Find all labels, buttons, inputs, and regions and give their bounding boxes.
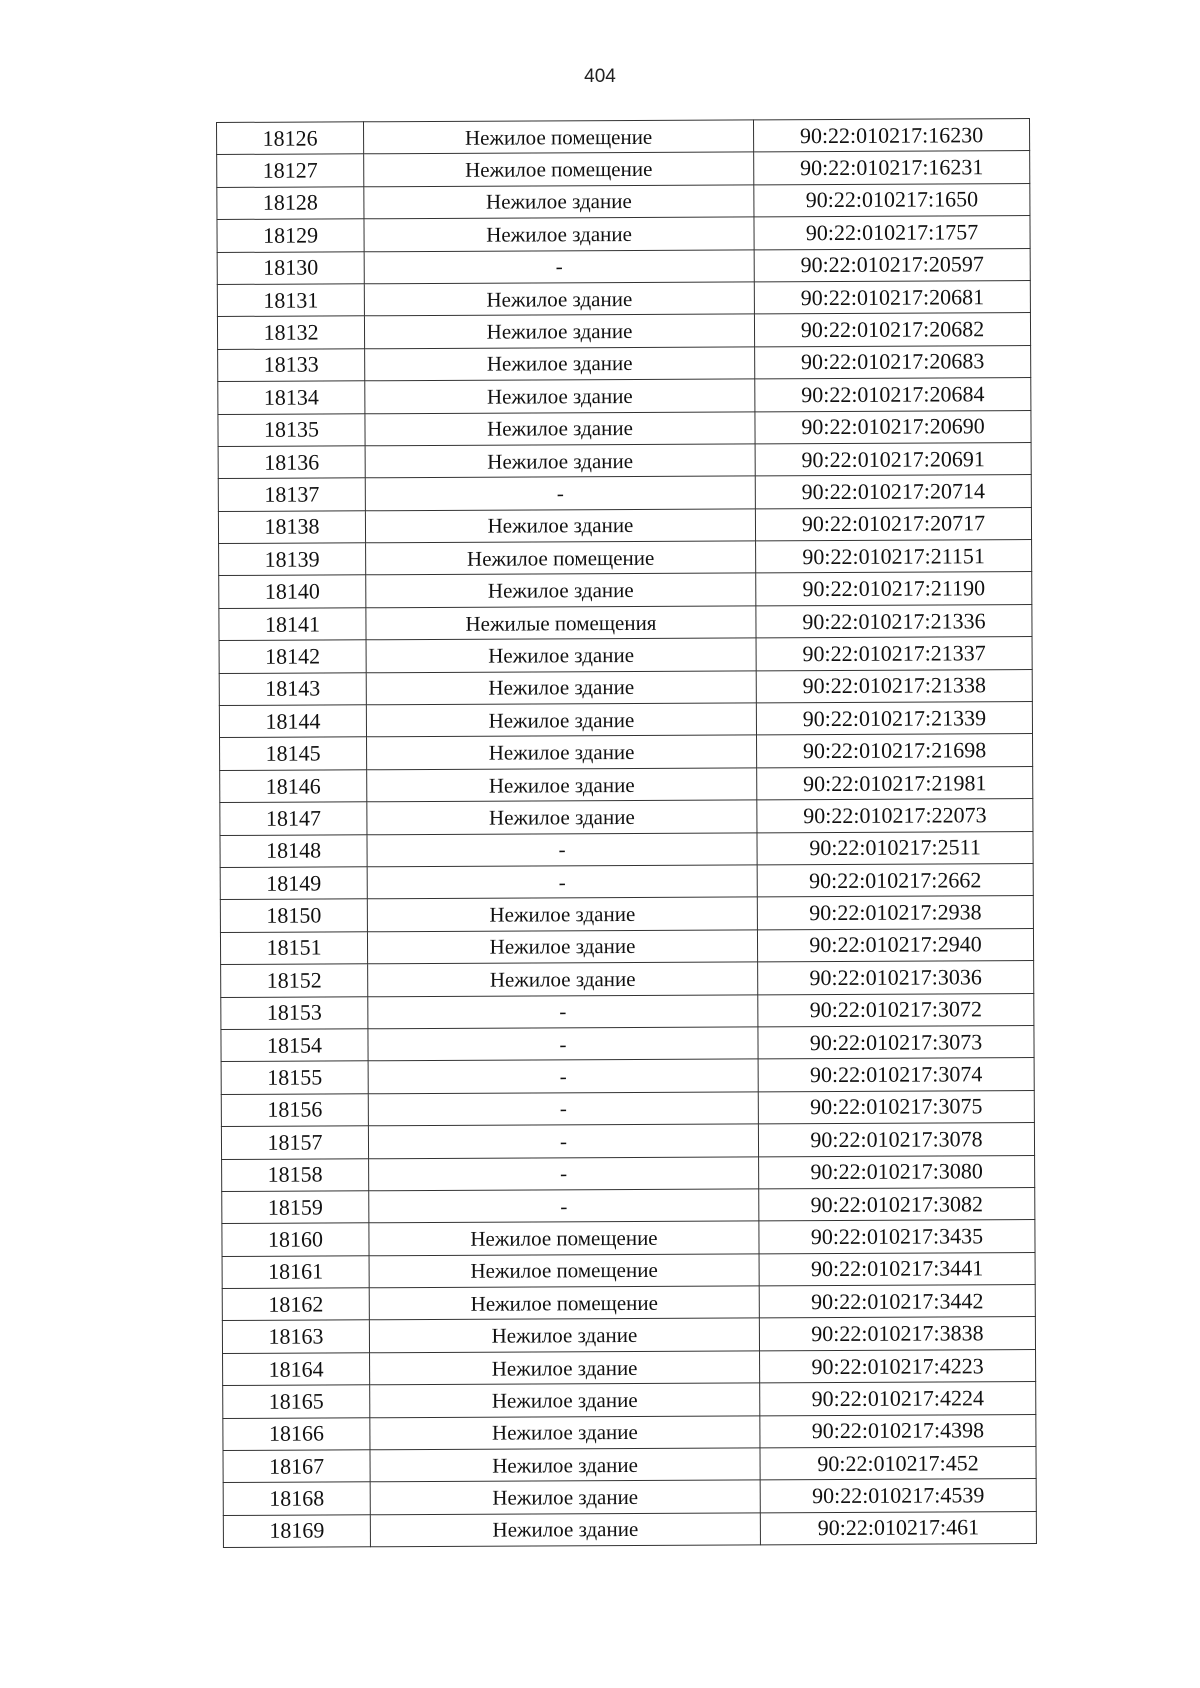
table-row <box>222 1187 1035 1223</box>
object-name-cell: Нежилое здание <box>370 1351 760 1385</box>
cadastral-number-cell: 90:22:010217:4224 <box>760 1382 1036 1416</box>
table-row <box>223 1382 1036 1418</box>
row-number-cell: 18150 <box>220 899 367 932</box>
object-name-cell: Нежилое помещение <box>369 1221 759 1255</box>
object-name-cell: - <box>367 865 757 899</box>
object-name-cell: - <box>365 476 755 510</box>
object-name-cell: Нежилое здание <box>366 638 756 672</box>
cadastral-number-cell: 90:22:010217:2940 <box>757 928 1033 962</box>
table-row <box>217 183 1030 219</box>
table-row <box>219 637 1032 673</box>
row-number-cell: 18133 <box>218 349 365 382</box>
row-number-cell: 18163 <box>222 1320 369 1353</box>
row-number-cell: 18169 <box>223 1515 370 1548</box>
cadastral-number-cell: 90:22:010217:3441 <box>759 1252 1035 1286</box>
cadastral-number-cell: 90:22:010217:20682 <box>754 313 1030 347</box>
table-row <box>223 1511 1036 1547</box>
cadastral-number-cell: 90:22:010217:3036 <box>758 961 1034 995</box>
row-number-cell: 18166 <box>223 1417 370 1450</box>
table-row <box>221 1123 1034 1159</box>
row-number-cell: 18137 <box>218 478 365 511</box>
cadastral-number-cell: 90:22:010217:2938 <box>757 896 1033 930</box>
cadastral-number-cell: 90:22:010217:20690 <box>755 410 1031 444</box>
object-name-cell: Нежилое здание <box>365 411 755 445</box>
cadastral-number-cell: 90:22:010217:4398 <box>760 1414 1036 1448</box>
cadastral-number-cell: 90:22:010217:20691 <box>755 442 1031 476</box>
table-row <box>219 604 1032 640</box>
object-name-cell: Нежилое помещение <box>366 541 756 575</box>
table-row <box>221 1058 1034 1094</box>
object-name-cell: Нежилое здание <box>365 379 755 413</box>
row-number-cell: 18148 <box>220 834 367 867</box>
object-name-cell: Нежилое здание <box>364 314 754 348</box>
object-name-cell: Нежилое здание <box>368 962 758 996</box>
cadastral-number-cell: 90:22:010217:3082 <box>759 1187 1035 1221</box>
row-number-cell: 18127 <box>217 154 364 187</box>
row-number-cell: 18131 <box>217 284 364 317</box>
table-row <box>220 928 1033 964</box>
table-row <box>217 216 1030 252</box>
table-row <box>218 345 1031 381</box>
object-name-cell: Нежилое здание <box>365 509 755 543</box>
cadastral-number-cell: 90:22:010217:20684 <box>755 378 1031 412</box>
row-number-cell: 18155 <box>221 1061 368 1094</box>
row-number-cell: 18162 <box>222 1288 369 1321</box>
row-number-cell: 18159 <box>222 1191 369 1224</box>
object-name-cell: Нежилое здание <box>366 671 756 705</box>
registry-table-body <box>217 119 1037 1548</box>
table-row <box>221 1025 1034 1061</box>
cadastral-number-cell: 90:22:010217:3080 <box>759 1155 1035 1189</box>
cadastral-number-cell: 90:22:010217:2511 <box>757 831 1033 865</box>
row-number-cell: 18146 <box>220 770 367 803</box>
row-number-cell: 18167 <box>223 1450 370 1483</box>
object-name-cell: - <box>368 994 758 1028</box>
table-row <box>222 1317 1035 1353</box>
table-row <box>220 799 1033 835</box>
cadastral-number-cell: 90:22:010217:1757 <box>754 216 1030 250</box>
cadastral-number-cell: 90:22:010217:21190 <box>756 572 1032 606</box>
row-number-cell: 18168 <box>223 1482 370 1515</box>
object-name-cell: Нежилое здание <box>370 1448 760 1482</box>
row-number-cell: 18154 <box>221 1029 368 1062</box>
table-row <box>220 864 1033 900</box>
object-name-cell: - <box>368 1027 758 1061</box>
object-name-cell: Нежилое здание <box>370 1480 760 1514</box>
cadastral-number-cell: 90:22:010217:3072 <box>758 993 1034 1027</box>
object-name-cell: - <box>368 1059 758 1093</box>
cadastral-number-cell: 90:22:010217:22073 <box>757 799 1033 833</box>
table-row <box>222 1285 1035 1321</box>
row-number-cell: 18140 <box>219 575 366 608</box>
table-row <box>219 572 1032 608</box>
object-name-cell: Нежилое помещение <box>369 1254 759 1288</box>
row-number-cell: 18151 <box>220 932 367 965</box>
row-number-cell: 18157 <box>221 1126 368 1159</box>
row-number-cell: 18161 <box>222 1255 369 1288</box>
row-number-cell: 18164 <box>223 1353 370 1386</box>
cadastral-number-cell: 90:22:010217:20597 <box>754 248 1030 282</box>
table-row <box>217 280 1030 316</box>
cadastral-number-cell: 90:22:010217:21339 <box>756 702 1032 736</box>
cadastral-number-cell: 90:22:010217:16230 <box>753 119 1029 153</box>
row-number-cell: 18165 <box>223 1385 370 1418</box>
object-name-cell: Нежилое здание <box>367 930 757 964</box>
row-number-cell: 18130 <box>217 251 364 284</box>
row-number-cell: 18145 <box>220 737 367 770</box>
object-name-cell: Нежилое здание <box>366 703 756 737</box>
cadastral-number-cell: 90:22:010217:4539 <box>760 1479 1036 1513</box>
cadastral-number-cell: 90:22:010217:3442 <box>759 1285 1035 1319</box>
object-name-cell: Нежилое здание <box>367 735 757 769</box>
object-name-cell: Нежилое здание <box>370 1415 760 1449</box>
cadastral-number-cell: 90:22:010217:21337 <box>756 637 1032 671</box>
object-name-cell: - <box>369 1189 759 1223</box>
table-row <box>220 766 1033 802</box>
table-row <box>221 961 1034 997</box>
row-number-cell: 18160 <box>222 1223 369 1256</box>
table-row <box>221 993 1034 1029</box>
registry-table <box>216 118 1037 1548</box>
cadastral-number-cell: 90:22:010217:461 <box>760 1511 1036 1545</box>
table-row <box>223 1349 1036 1385</box>
page-number: 404 <box>584 66 616 87</box>
cadastral-number-cell: 90:22:010217:3075 <box>758 1090 1034 1124</box>
object-name-cell: Нежилые помещения <box>366 606 756 640</box>
object-name-cell: Нежилое здание <box>370 1513 760 1547</box>
table-row <box>222 1220 1035 1256</box>
object-name-cell: Нежилое здание <box>366 573 756 607</box>
row-number-cell: 18158 <box>222 1158 369 1191</box>
table-row <box>219 540 1032 576</box>
table-row <box>217 248 1030 284</box>
object-name-cell: - <box>367 832 757 866</box>
row-number-cell: 18149 <box>220 867 367 900</box>
row-number-cell: 18141 <box>219 608 366 641</box>
row-number-cell: 18147 <box>220 802 367 835</box>
object-name-cell: Нежилое помещение <box>364 120 754 154</box>
object-name-cell: Нежилое здание <box>364 282 754 316</box>
table-row <box>222 1252 1035 1288</box>
table-row <box>220 734 1033 770</box>
table-row <box>218 378 1031 414</box>
object-name-cell: Нежилое здание <box>367 897 757 931</box>
table-row <box>217 119 1030 155</box>
row-number-cell: 18129 <box>217 219 364 252</box>
table-row <box>218 475 1031 511</box>
row-number-cell: 18156 <box>221 1093 368 1126</box>
cadastral-number-cell: 90:22:010217:20681 <box>754 280 1030 314</box>
table-row <box>220 896 1033 932</box>
cadastral-number-cell: 90:22:010217:4223 <box>760 1349 1036 1383</box>
cadastral-number-cell: 90:22:010217:20714 <box>755 475 1031 509</box>
row-number-cell: 18128 <box>217 187 364 220</box>
table-row <box>222 1155 1035 1191</box>
row-number-cell: 18153 <box>221 996 368 1029</box>
cadastral-number-cell: 90:22:010217:2662 <box>757 864 1033 898</box>
object-name-cell: - <box>369 1156 759 1190</box>
row-number-cell: 18139 <box>219 543 366 576</box>
cadastral-number-cell: 90:22:010217:3435 <box>759 1220 1035 1254</box>
object-name-cell: - <box>368 1092 758 1126</box>
table-row <box>218 442 1031 478</box>
table-row <box>219 669 1032 705</box>
table-row <box>218 507 1031 543</box>
row-number-cell: 18143 <box>219 672 366 705</box>
object-name-cell: Нежилое здание <box>369 1318 759 1352</box>
row-number-cell: 18152 <box>221 964 368 997</box>
cadastral-number-cell: 90:22:010217:1650 <box>754 183 1030 217</box>
table-row <box>223 1479 1036 1515</box>
row-number-cell: 18134 <box>218 381 365 414</box>
object-name-cell: Нежилое помещение <box>364 152 754 186</box>
table-row <box>221 1090 1034 1126</box>
cadastral-number-cell: 90:22:010217:20717 <box>755 507 1031 541</box>
cadastral-number-cell: 90:22:010217:20683 <box>755 345 1031 379</box>
cadastral-number-cell: 90:22:010217:16231 <box>754 151 1030 185</box>
row-number-cell: 18132 <box>217 316 364 349</box>
cadastral-number-cell: 90:22:010217:3078 <box>758 1123 1034 1157</box>
object-name-cell: Нежилое здание <box>367 768 757 802</box>
table-row <box>223 1447 1036 1483</box>
cadastral-number-cell: 90:22:010217:452 <box>760 1447 1036 1481</box>
table-row <box>219 702 1032 738</box>
cadastral-number-cell: 90:22:010217:3838 <box>759 1317 1035 1351</box>
cadastral-number-cell: 90:22:010217:21151 <box>756 540 1032 574</box>
object-name-cell: Нежилое здание <box>365 444 755 478</box>
object-name-cell: Нежилое здание <box>367 800 757 834</box>
cadastral-number-cell: 90:22:010217:21698 <box>757 734 1033 768</box>
row-number-cell: 18144 <box>219 705 366 738</box>
row-number-cell: 18142 <box>219 640 366 673</box>
object-name-cell: Нежилое здание <box>365 347 755 381</box>
table-row <box>223 1414 1036 1450</box>
row-number-cell: 18126 <box>217 122 364 155</box>
row-number-cell: 18138 <box>218 510 365 543</box>
cadastral-number-cell: 90:22:010217:3074 <box>758 1058 1034 1092</box>
object-name-cell: Нежилое здание <box>370 1383 760 1417</box>
table-row <box>220 831 1033 867</box>
cadastral-number-cell: 90:22:010217:3073 <box>758 1025 1034 1059</box>
object-name-cell: Нежилое здание <box>364 185 754 219</box>
object-name-cell: Нежилое помещение <box>369 1286 759 1320</box>
table-row <box>218 410 1031 446</box>
object-name-cell: Нежилое здание <box>364 217 754 251</box>
object-name-cell: - <box>368 1124 758 1158</box>
table-row <box>217 313 1030 349</box>
row-number-cell: 18136 <box>218 446 365 479</box>
cadastral-number-cell: 90:22:010217:21338 <box>756 669 1032 703</box>
table-row <box>217 151 1030 187</box>
object-name-cell: - <box>364 249 754 283</box>
cadastral-number-cell: 90:22:010217:21336 <box>756 604 1032 638</box>
cadastral-number-cell: 90:22:010217:21981 <box>757 766 1033 800</box>
row-number-cell: 18135 <box>218 413 365 446</box>
